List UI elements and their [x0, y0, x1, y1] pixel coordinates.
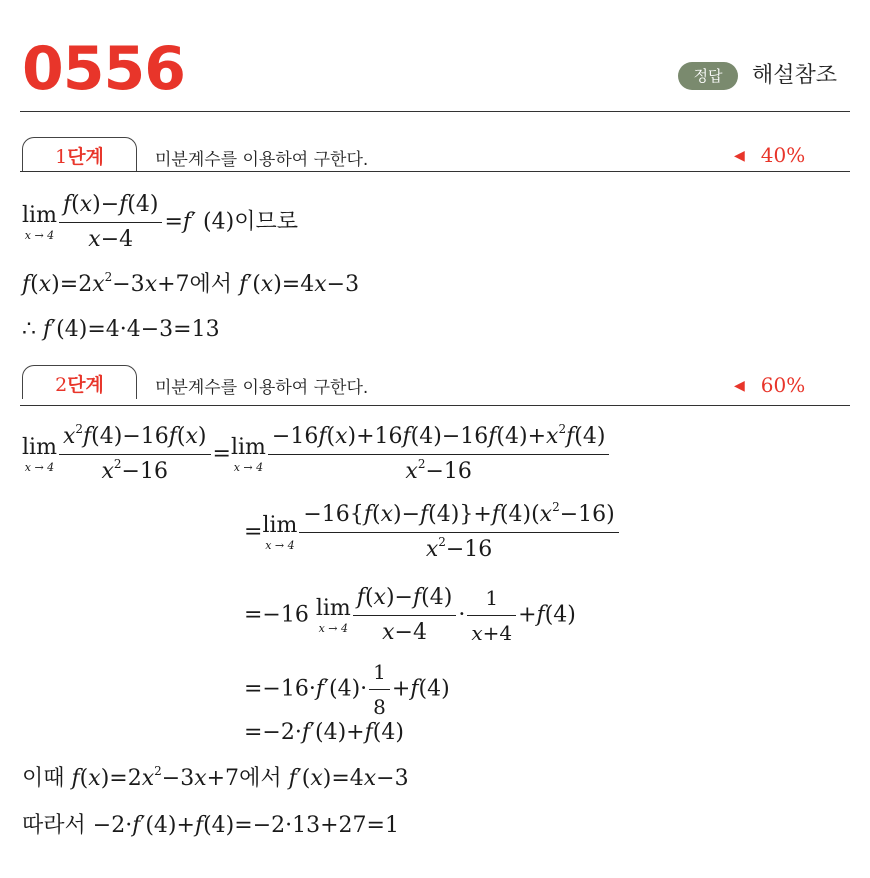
- step-2-percent-value: 60%: [760, 373, 806, 397]
- step-2-eq-4: =−16·f′(4)· $\frac{1}{8}$ +f(4): [244, 657, 450, 722]
- step-2-description: 미분계수를 이용하여 구한다.: [155, 378, 369, 398]
- step-1-word: 단계: [67, 146, 104, 168]
- step-1-divider: [20, 171, 850, 172]
- step-1-line-2-mid: 에서: [189, 272, 233, 297]
- answer-badge: 정답: [678, 62, 738, 90]
- step-1-line-2: $f(x)=2x^2-3x+7$에서 f′(x)=4x−3: [22, 270, 360, 297]
- step-1-tab: [22, 137, 137, 171]
- triangle-left-icon: ◀: [734, 378, 745, 394]
- triangle-left-icon: ◀: [734, 148, 745, 164]
- step-1-description: 미분계수를 이용하여 구한다.: [155, 150, 369, 170]
- step-1-percent-value: 40%: [760, 143, 806, 167]
- step-2-word: 단계: [67, 374, 104, 396]
- therefore-symbol: ∴: [22, 317, 36, 342]
- step-2-eq-5: =−2·f′(4)+f(4): [244, 720, 404, 745]
- step-2-line-b: 따라서 −2·f′(4)+f(4)=−2·13+27=1: [22, 813, 399, 838]
- step-1-line-1: lim x → 4 $\frac{f(x)-f(4)}{x-4}$ =f′ (4)이므로: [22, 192, 298, 252]
- step-2-eq-1: lim x → 4 $\frac{x^2f(4)-16f(x)}{x^2-16}$ = lim x → 4 $\frac{-16f(x)+16f(4)-16f(4)+x^2f(4)}{x^2-16}$: [22, 422, 611, 487]
- step-2-line-a: 이때 $f(x)=2x^2-3x+7$에서 f′(x)=4x−3: [22, 764, 409, 791]
- step-2-percent: [734, 373, 805, 397]
- step-2-divider: [20, 405, 850, 406]
- step-2-tab: [22, 365, 137, 399]
- step-1-line-1-suffix: 이므로: [234, 209, 298, 235]
- problem-number: 0556: [22, 34, 185, 104]
- step-2-eq-2: = lim x → 4 $\frac{-16\{f(x)-f(4)\}+f(4)(x^2-16)}{x^2-16}$: [244, 500, 621, 565]
- step-2-line-b-prefix: 따라서: [22, 813, 86, 838]
- step-1-line-3: ∴ f′(4)=4·4−3=13: [22, 317, 220, 342]
- step-2-line-a-prefix: 이때: [22, 766, 65, 791]
- step-1-number: 1: [55, 146, 68, 168]
- step-2-line-a-mid: 에서: [239, 766, 282, 791]
- step-2-number: 2: [55, 374, 68, 396]
- step-2-eq-3: =−16 lim x → 4 $\frac{f(x)-f(4)}{x-4}$ · $\frac{1}{x+4}$ +f(4): [244, 585, 576, 645]
- header-divider: [20, 111, 850, 112]
- step-1-percent: [734, 143, 805, 167]
- answer-text: 해설참조: [752, 63, 838, 88]
